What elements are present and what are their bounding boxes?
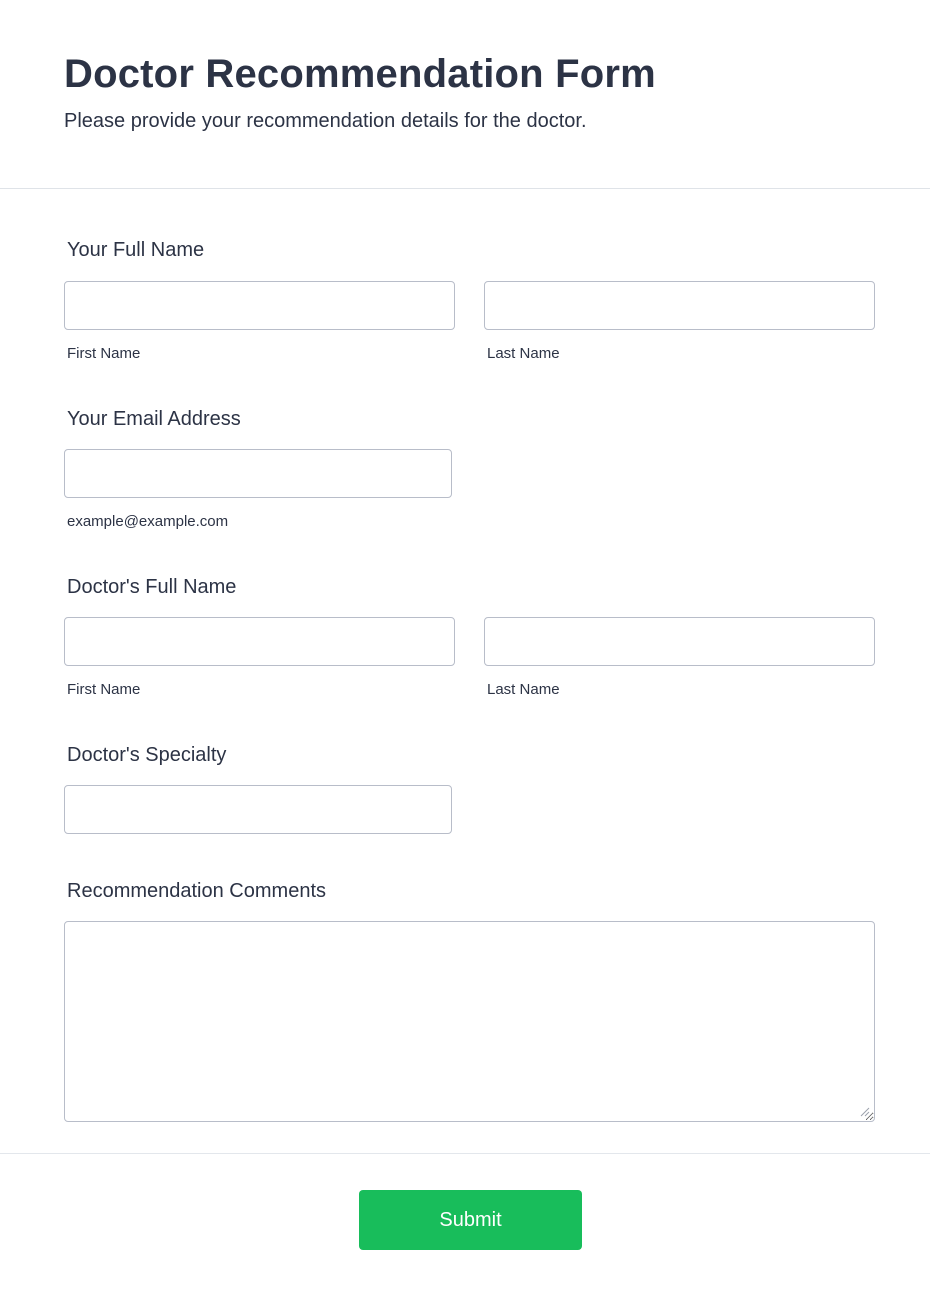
your-first-name-sublabel: First Name [67,345,141,362]
comments-label: Recommendation Comments [67,880,326,902]
your-name-label: Your Full Name [67,239,205,261]
doctor-last-name-sublabel: Last Name [487,681,560,698]
page-subtitle: Please provide your recommendation details for the doctor. [64,110,587,132]
doctor-first-name-sublabel: First Name [67,681,141,698]
specialty-input[interactable] [64,785,452,834]
doctor-name-label: Doctor's Full Name [67,576,237,598]
your-first-name-input[interactable] [64,281,455,330]
specialty-label: Doctor's Specialty [67,744,227,766]
comments-textarea[interactable] [64,921,875,1122]
email-input[interactable] [64,449,452,498]
footer-divider [0,1153,930,1154]
your-last-name-input[interactable] [484,281,875,330]
doctor-last-name-input[interactable] [484,617,875,666]
email-sublabel: example@example.com [67,513,229,530]
doctor-first-name-input[interactable] [64,617,455,666]
your-last-name-sublabel: Last Name [487,345,560,362]
email-label: Your Email Address [67,408,241,430]
resize-grip-icon[interactable] [858,1105,870,1117]
form-header [0,0,930,189]
submit-button[interactable]: Submit [359,1190,582,1250]
page-title: Doctor Recommendation Form [64,52,656,96]
